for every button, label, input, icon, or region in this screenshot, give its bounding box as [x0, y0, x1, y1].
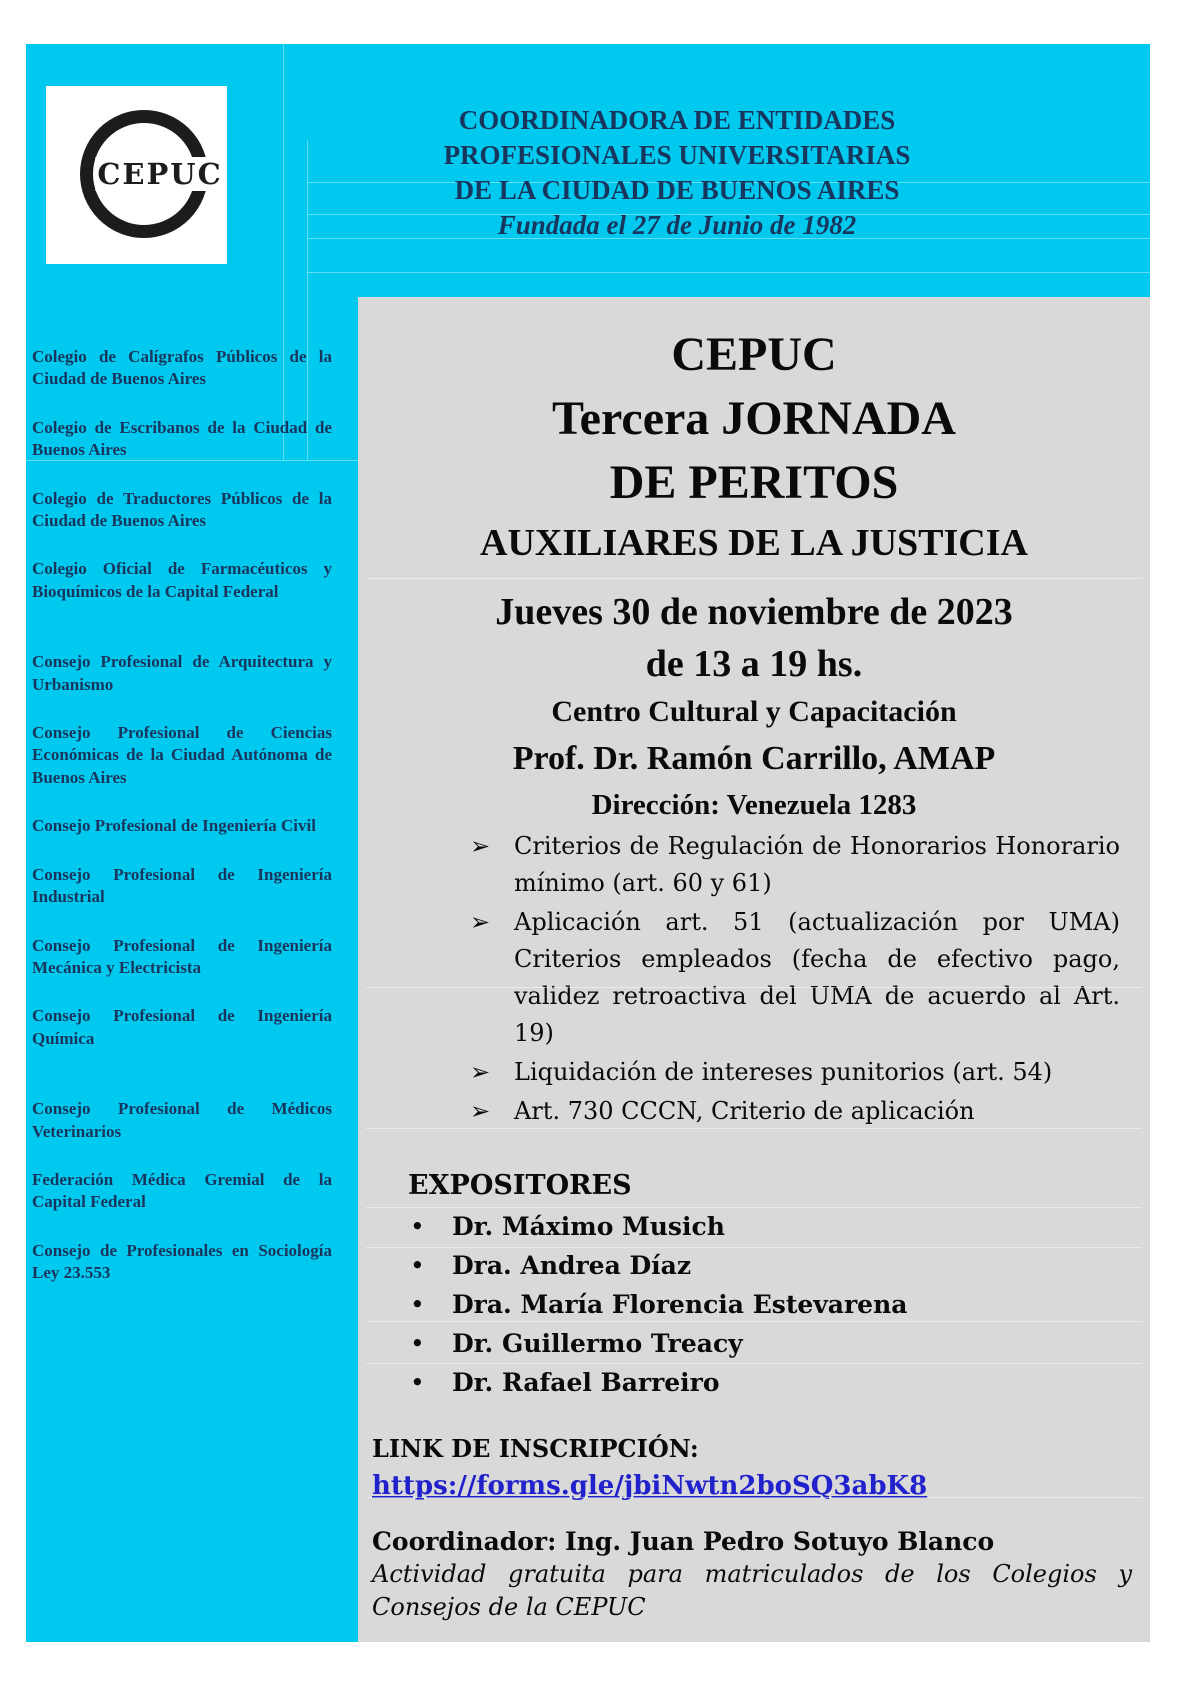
agenda-item-text: Liquidación de intereses punitorios (art. 54) — [514, 1058, 1053, 1086]
org-header — [307, 103, 1047, 243]
speaker-name: Dra. María Florencia Estevarena — [452, 1290, 908, 1319]
sidebar-item-ingenieria-quimica: Consejo Profesional de Ingeniería Química — [32, 1006, 332, 1048]
agenda-item — [470, 904, 1120, 1052]
sidebar-item-caligrafos: Colegio de Calígrafos Públicos de la Ciudad de Buenos Aires — [32, 347, 332, 389]
sidebar-item-ciencias-economicas: Consejo Profesional de Ciencias Económicas de la Ciudad Autónoma de Buenos Aires — [32, 723, 332, 787]
agenda-item — [470, 828, 1120, 902]
event-title-line3: DE PERITOS — [609, 456, 899, 509]
sidebar-item-traductores: Colegio de Traductores Públicos de la Ciudad de Buenos Aires — [32, 488, 332, 531]
speakers-heading: EXPOSITORES — [408, 1170, 632, 1201]
sidebar-item-escribanos: Colegio de Escribanos de la Ciudad de Buenos Aires — [32, 417, 332, 460]
arrow-bullet-icon: ➢ — [470, 908, 491, 936]
grid-line — [366, 1207, 1142, 1208]
sidebar-item-medicos-veterinarios: Consejo Profesional de Médicos Veterinarios — [32, 1099, 332, 1141]
registration-link[interactable]: https://forms.gle/jbiNwtn2boSQ3abK8 — [372, 1471, 928, 1501]
arrow-bullet-icon: ➢ — [470, 832, 491, 860]
org-header-line3: DE LA CIUDAD DE BUENOS AIRES — [454, 175, 900, 205]
dot-bullet-icon: • — [410, 1212, 425, 1241]
event-time: de 13 a 19 hs. — [645, 643, 863, 685]
coordinator-line: Coordinador: Ing. Juan Pedro Sotuyo Blanco — [372, 1527, 995, 1556]
speaker-item — [410, 1249, 1150, 1282]
grid-line — [366, 1128, 1142, 1129]
cepuc-logo — [46, 86, 227, 264]
org-header-line1: COORDINADORA DE ENTIDADES — [458, 105, 896, 135]
sidebar-item-ingenieria-industrial: Consejo Profesional de Ingeniería Industrial — [32, 864, 332, 907]
sidebar-item-farmaceuticos: Colegio Oficial de Farmacéuticos y Bioquímicos de la Capital Federal — [32, 559, 332, 601]
grid-line — [366, 1363, 1142, 1364]
event-title-line2: Tercera JORNADA — [552, 392, 956, 445]
free-activity-note: Actividad gratuita para matriculados de los Colegios y Consejos de la CEPUC — [372, 1560, 1132, 1621]
event-date: Jueves 30 de noviembre de 2023 — [495, 591, 1013, 633]
member-entities-sidebar — [32, 346, 332, 1311]
grid-line — [366, 1497, 1142, 1498]
org-founded-tagline: Fundada el 27 de Junio de 1982 — [497, 210, 857, 240]
dot-bullet-icon: • — [410, 1290, 425, 1319]
arrow-bullet-icon: ➢ — [470, 1097, 491, 1125]
sidebar-item-ingenieria-civil: Consejo Profesional de Ingeniería Civil — [32, 816, 316, 836]
speakers-list — [358, 1210, 1150, 1399]
event-address: Dirección: Venezuela 1283 — [591, 789, 917, 821]
event-subtitle: AUXILIARES DE LA JUSTICIA — [480, 522, 1028, 564]
grid-line — [366, 1247, 1142, 1248]
speaker-item — [410, 1210, 1150, 1243]
agenda-item-text: Art. 730 CCCN, Criterio de aplicación — [514, 1097, 975, 1125]
event-venue-name: Prof. Dr. Ramón Carrillo, AMAP — [512, 740, 996, 777]
speaker-item — [410, 1288, 1150, 1321]
event-panel — [358, 297, 1150, 1642]
speaker-item — [410, 1327, 1150, 1360]
grid-line — [366, 1321, 1142, 1322]
sidebar-item-arquitectura: Consejo Profesional de Arquitectura y Urbanismo — [32, 652, 332, 694]
speaker-name: Dra. Andrea Díaz — [452, 1251, 692, 1280]
dot-bullet-icon: • — [410, 1251, 425, 1280]
speaker-name: Dr. Rafael Barreiro — [452, 1368, 720, 1397]
agenda-item — [470, 1054, 1120, 1091]
org-header-line2: PROFESIONALES UNIVERSITARIAS — [443, 140, 911, 170]
grid-line — [366, 578, 1142, 579]
grid-line — [366, 987, 1142, 988]
agenda-item-text: Criterios de Regulación de Honorarios Honorario mínimo (art. 60 y 61) — [514, 832, 1120, 897]
dot-bullet-icon: • — [410, 1368, 425, 1397]
registration-label: LINK DE INSCRIPCIÓN: — [372, 1434, 699, 1463]
agenda-list — [358, 828, 1150, 1130]
grid-line — [307, 272, 1150, 273]
speaker-item — [410, 1366, 1150, 1399]
agenda-item-text: Aplicación art. 51 (actualización por UMA) Criterios empleados (fecha de efectivo pago, validez retroactiva del UMA de acuerdo al Art. 19) — [514, 908, 1120, 1047]
speaker-name: Dr. Guillermo Treacy — [452, 1329, 743, 1358]
event-title-line1: CEPUC — [671, 328, 837, 381]
speaker-name: Dr. Máximo Musich — [452, 1212, 725, 1241]
cepuc-logo-text: CEPUC — [97, 157, 223, 191]
event-venue: Centro Cultural y Capacitación — [551, 695, 957, 728]
arrow-bullet-icon: ➢ — [470, 1058, 491, 1086]
sidebar-item-federacion-medica: Federación Médica Gremial de la Capital Federal — [32, 1169, 332, 1212]
sidebar-item-sociologia: Consejo de Profesionales en Sociología Ley 23.553 — [32, 1240, 332, 1283]
dot-bullet-icon: • — [410, 1329, 425, 1358]
sidebar-item-ingenieria-mecanica: Consejo Profesional de Ingeniería Mecánica y Electricista — [32, 935, 332, 977]
agenda-item — [470, 1093, 1120, 1130]
